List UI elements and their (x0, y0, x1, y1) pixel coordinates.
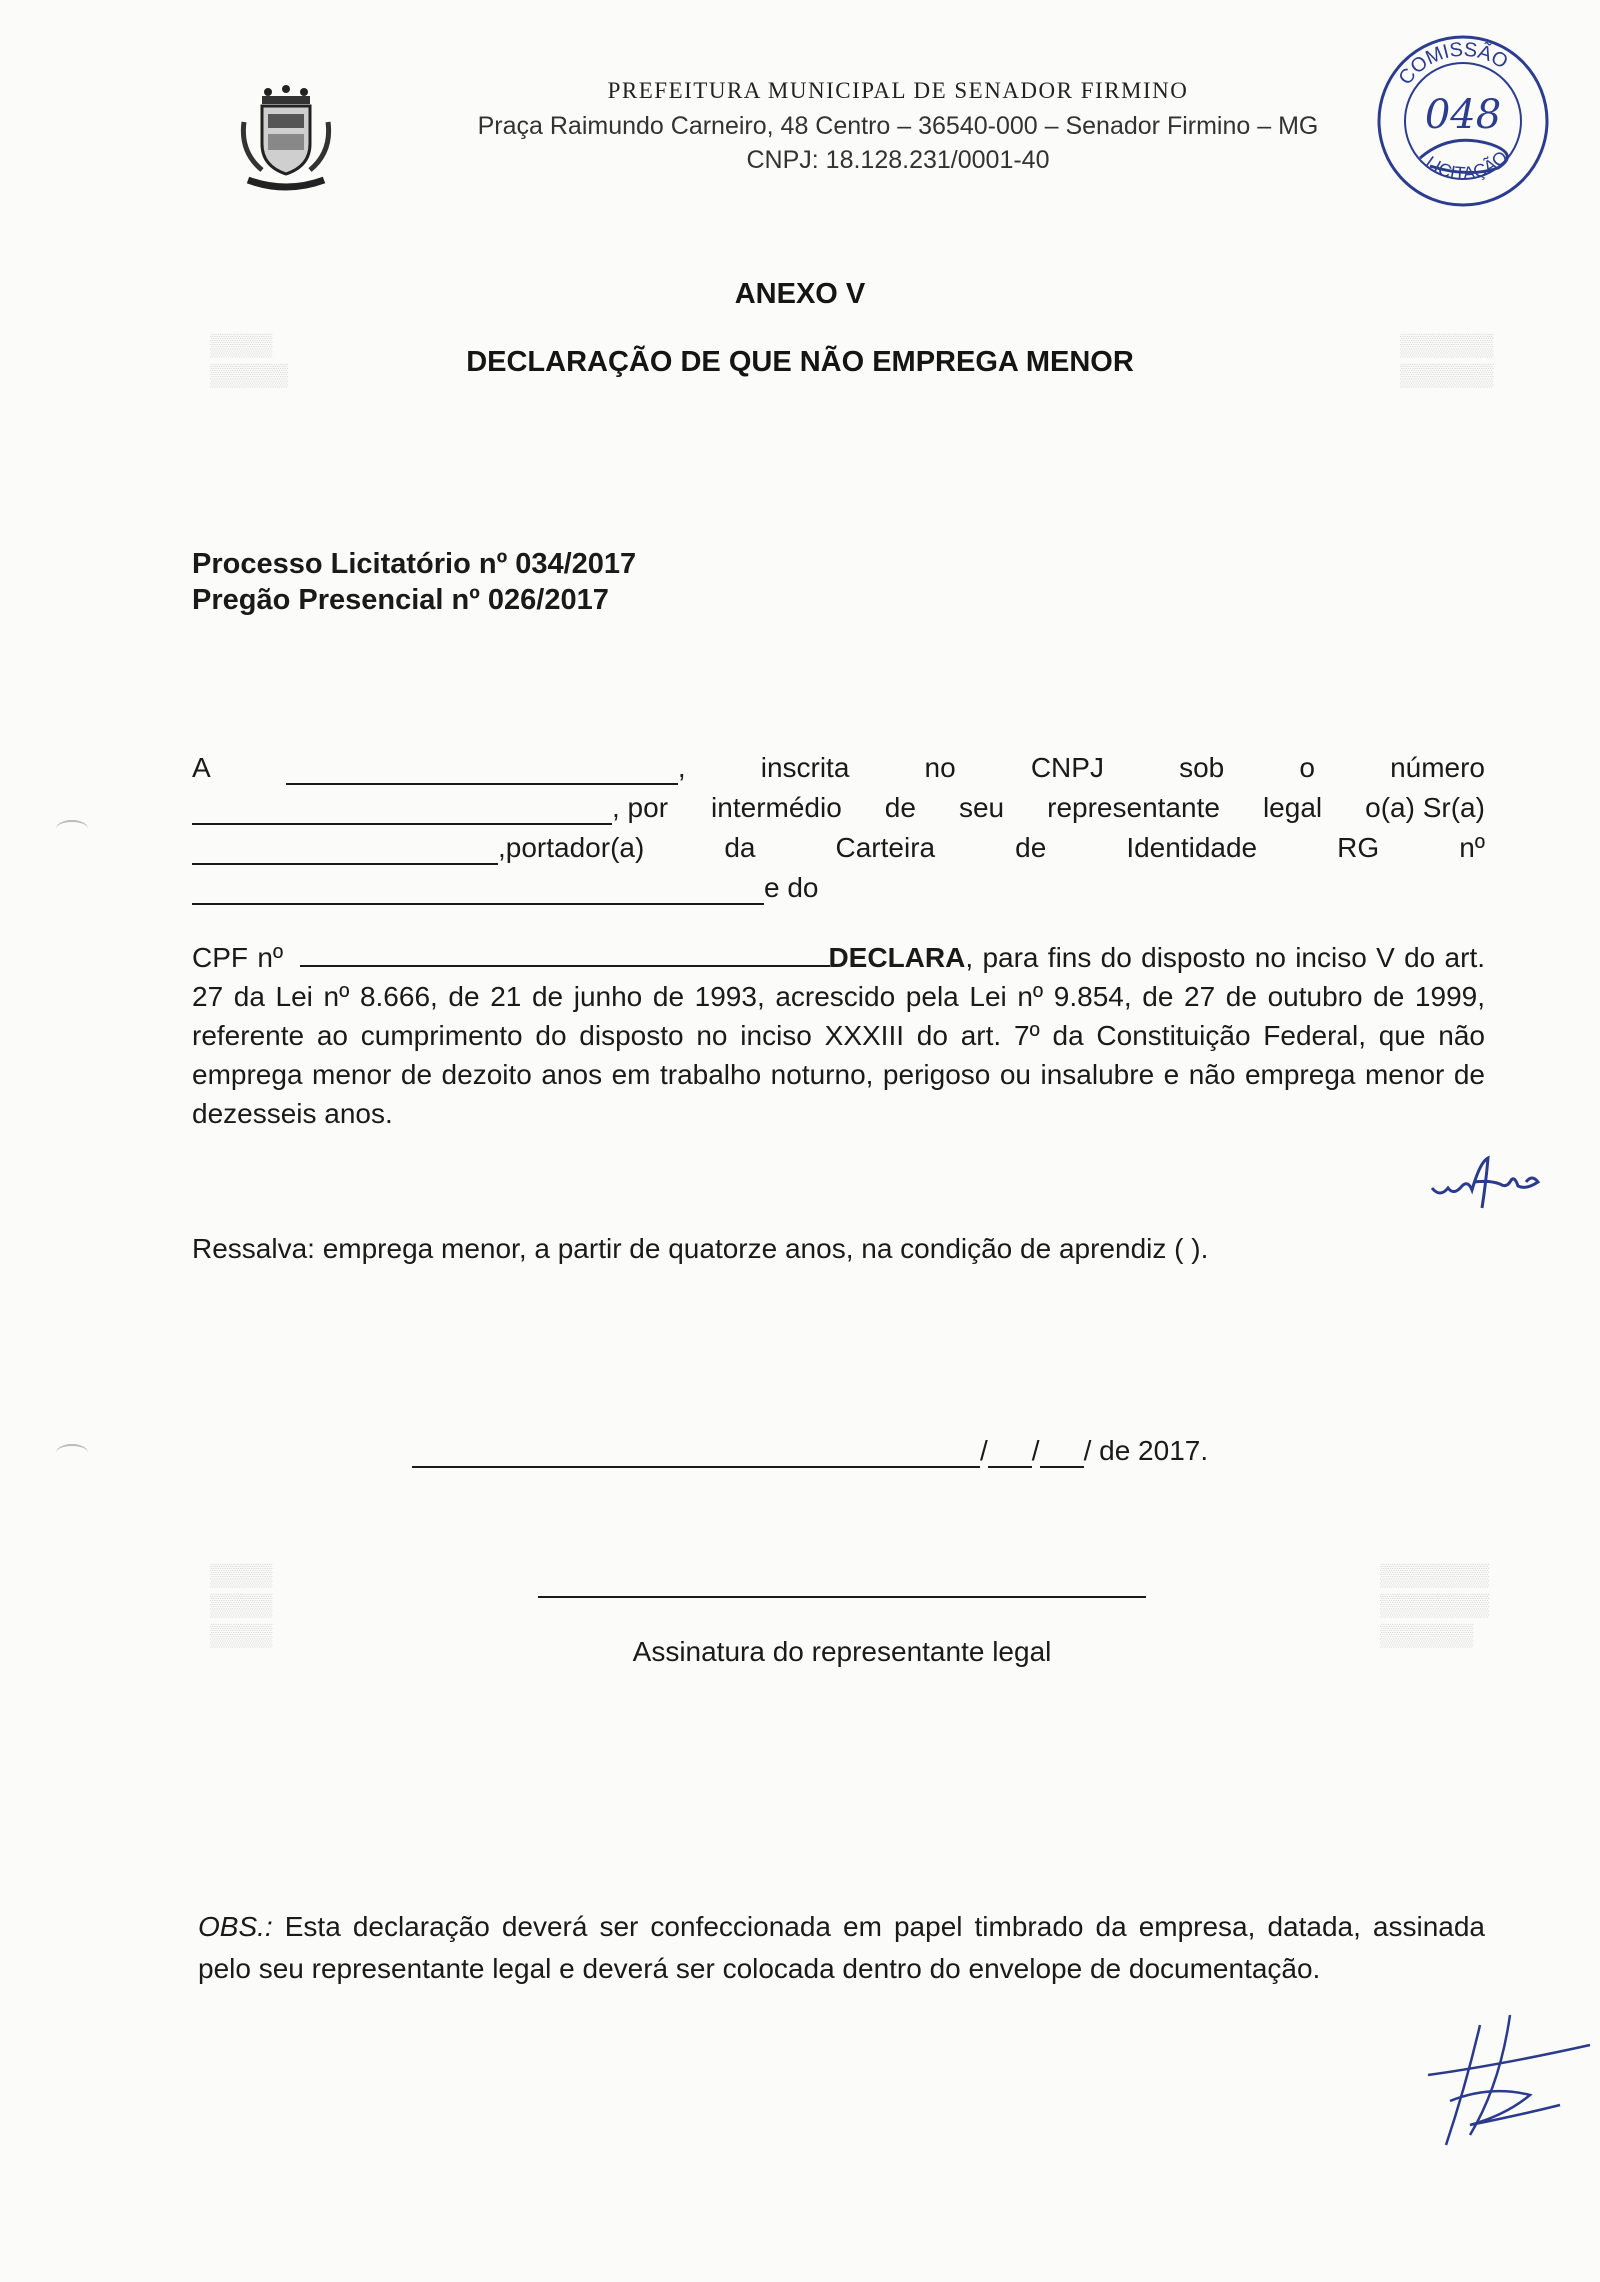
stamp-top-text: COMISSÃO (1394, 38, 1512, 90)
commission-stamp (1370, 28, 1556, 214)
cpf-number-blank[interactable] (300, 943, 830, 967)
scan-mark (56, 820, 88, 838)
cnpj-number-blank[interactable]: , por (192, 791, 668, 825)
declaration-title: DECLARAÇÃO DE QUE NÃO EMPREGA MENOR (466, 346, 1134, 378)
bleed-through-text: ▒▒▒▒▒▒▒ ▒▒▒▒▒▒▒ ▒▒▒▒▒▒ (1380, 1562, 1490, 1647)
municipal-coat-of-arms (238, 82, 334, 194)
obs-note: OBS.: Esta declaração deverá ser confeccionada em papel timbrado da empresa, datada, assinada pelo seu representante legal e deverá ser colocada dentro do envelope de documentação. (198, 1911, 1485, 1984)
bleed-through-text: ▒▒▒▒ ▒▒▒▒▒ (210, 332, 288, 387)
process-number: Processo Licitatório nº 034/2017 (192, 548, 637, 580)
representative-name-blank[interactable]: ,portador(a) (192, 831, 644, 865)
rg-number-blank[interactable] (192, 877, 764, 905)
org-address: Praça Raimundo Carneiro, 48 Centro – 36540-000 – Senador Firmino – MG (477, 112, 1319, 140)
svg-text:LICITAÇÃO (1422, 147, 1512, 184)
form-line-representative: , por intermédio de seu representante legal o(a) Sr(a) (192, 791, 1485, 825)
stamp-bottom-text: LICITAÇÃO (1421, 146, 1512, 184)
signature-label: Assinatura do representante legal (632, 1636, 1052, 1667)
form-line-rg: ,portador(a) da Carteira de Identidade RG nº (192, 831, 1485, 865)
month-blank[interactable] (1040, 1440, 1084, 1468)
form-line-company: A , inscrita no CNPJ sob o número (192, 752, 1485, 783)
declaration-paragraph: CPF nº DECLARA, para fins do disposto no inciso V do art. 27 da Lei nº 8.666, de 21 de junho de 1993, acrescido pela Lei nº 9.854, de 27 de outubro de 1999, referente ao cumprimento do disposto no inciso XXXIII do art. 7º da Constituição Federal, que não emprega menor de dezoito anos em trabalho noturno, perigoso ou insalubre e não emprega menor de dezesseis anos. (192, 942, 1486, 1129)
signature-line[interactable] (538, 1596, 1146, 1598)
obs-label: OBS.: (198, 1911, 273, 1942)
scan-mark (56, 1444, 88, 1462)
annex-title: ANEXO V (734, 278, 866, 310)
handwritten-signature (1410, 2005, 1600, 2155)
declara-word: DECLARA (828, 942, 966, 973)
bleed-through-text: ▒▒▒▒ ▒▒▒▒ ▒▒▒▒ (210, 1562, 273, 1647)
ressalva-text: Ressalva: emprega menor, a partir de quatorze anos, na condição de aprendiz ( ). (192, 1233, 1209, 1264)
form-line-rg-number: e do (192, 871, 1485, 905)
org-name: PREFEITURA MUNICIPAL DE SENADOR FIRMINO (607, 78, 1189, 103)
date-line: / / / de 2017. (412, 1434, 1312, 1468)
stamp-number: 048 (1424, 92, 1502, 138)
company-name-blank[interactable]: , (286, 751, 686, 785)
pregao-number: Pregão Presencial nº 026/2017 (192, 584, 609, 616)
bleed-through-text: ▒▒▒▒▒▒ ▒▒▒▒▒▒ (1400, 332, 1494, 387)
location-blank[interactable] (412, 1440, 980, 1468)
initials-signature (1428, 1152, 1548, 1222)
day-blank[interactable] (988, 1440, 1032, 1468)
org-cnpj: CNPJ: 18.128.231/0001-40 (746, 146, 1050, 174)
